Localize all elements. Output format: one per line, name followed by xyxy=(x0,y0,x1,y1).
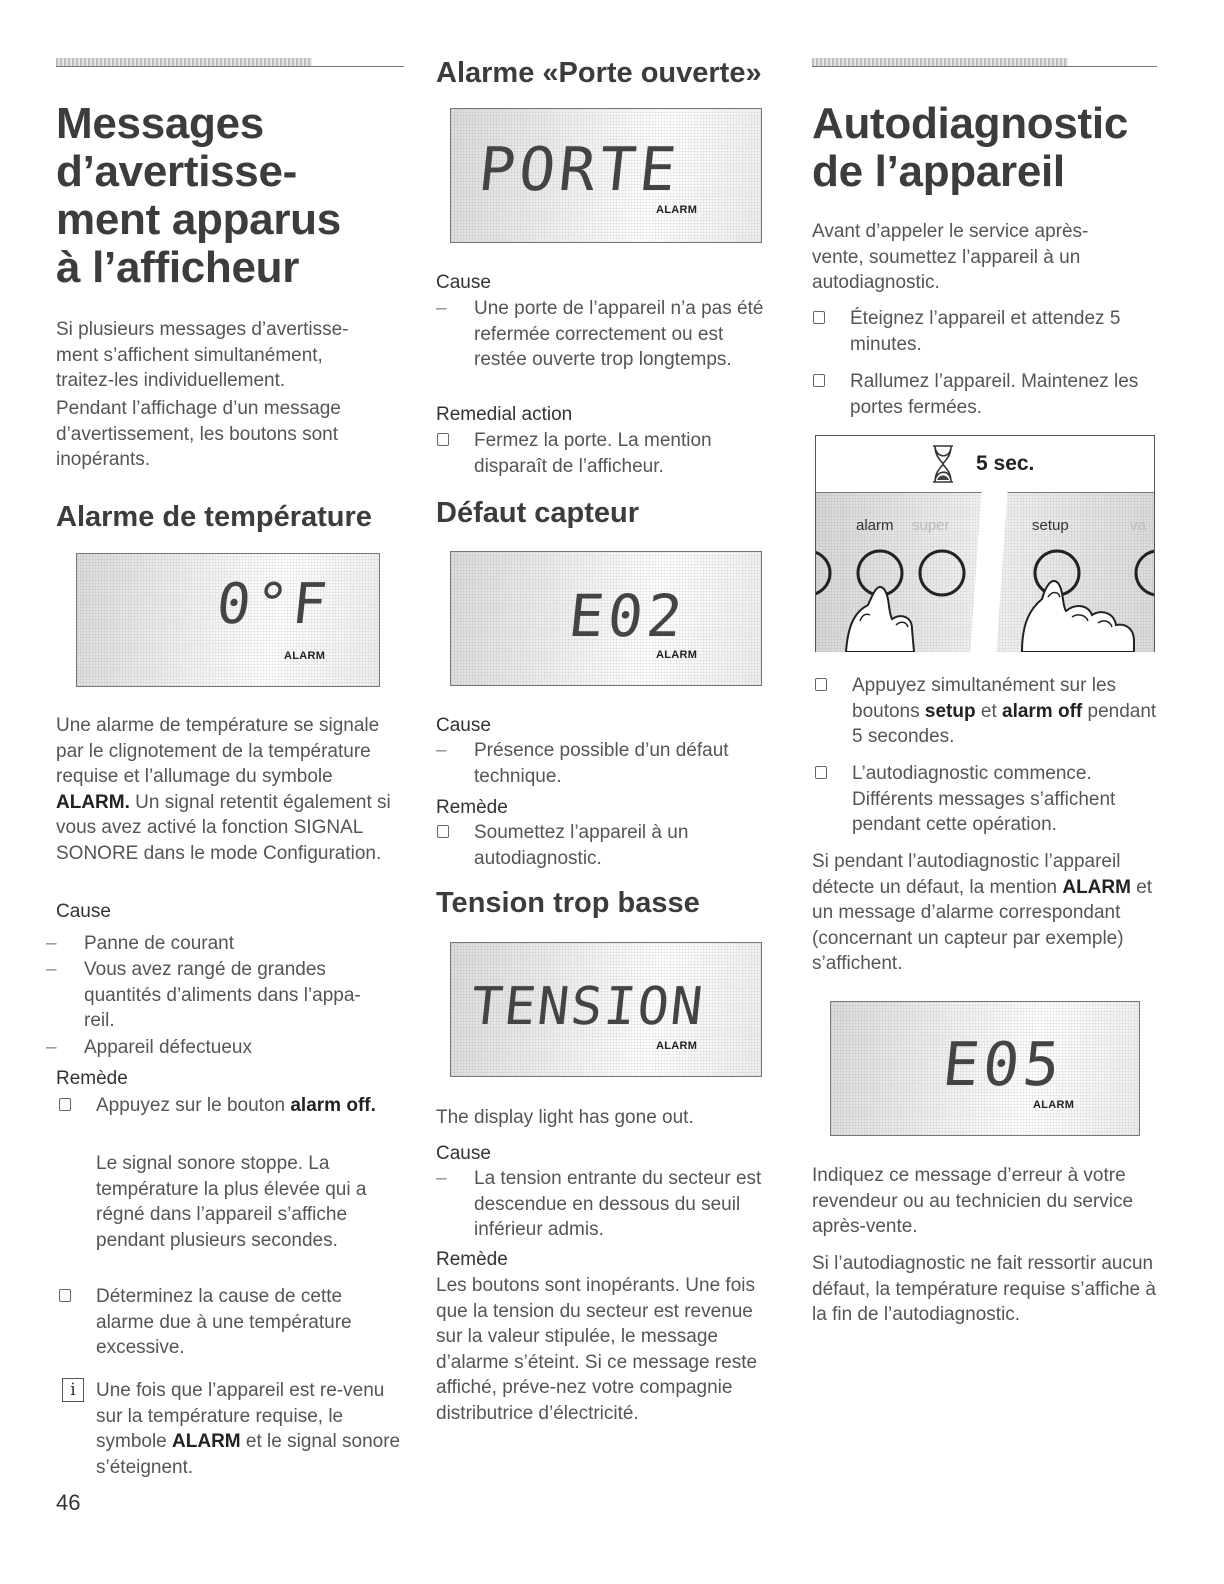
section-title-door-alarm: Alarme «Porte ouverte» xyxy=(436,57,762,89)
lcd-display-self-diagnosis xyxy=(830,1001,1140,1136)
cause-item: – Panne de courant xyxy=(46,933,235,954)
self-diagnosis-ok-paragraph: Si l’autodiagnostic ne fait ressortir aucun défaut, la température requise s’affiche à la fin de l’autodiagnostic. xyxy=(812,1253,1156,1325)
cause-item: – Présence possible d’un défaut technique. xyxy=(436,740,729,787)
hourglass-icon xyxy=(932,444,954,484)
checkbox-bullet-icon xyxy=(813,374,825,387)
column1-header-rule xyxy=(56,58,404,67)
cause-item: – Appareil défectueux xyxy=(46,1037,252,1058)
button-label-setup: setup xyxy=(1032,517,1069,534)
remedy-step-detail: Le signal sonore stoppe. La température la plus élevée qui a régné dans l’appareil s’affiche pendant plusieurs secondes. xyxy=(96,1153,367,1251)
remedy-step: Fermez la porte. La mention disparaît de l’afficheur. xyxy=(474,428,764,479)
title-line: de l’appareil xyxy=(812,147,1065,196)
checkbox-bullet-icon xyxy=(815,678,827,691)
lcd-display-temperature-alarm xyxy=(76,553,380,687)
remedy-step: Appuyez sur le bouton alarm off. xyxy=(96,1093,386,1119)
cause-item: – La tension entrante du secteur est descendue en dessous du seuil inférieur admis. xyxy=(436,1168,762,1240)
lcd-display-text: 0°F xyxy=(213,572,334,637)
remedy-label: Remède xyxy=(436,797,508,818)
page-title-warning-messages xyxy=(56,100,406,292)
temperature-alarm-description: Une alarme de température se signale par le clignotement de la température requise et l’allumage du symbole ALARM. Un signal retentit également si vous avez activé la fonction SIGNAL SONORE dans le mode Configuration. xyxy=(56,715,391,864)
lcd-display-sensor-fault xyxy=(450,551,762,686)
info-icon: i xyxy=(62,1378,84,1402)
lcd-alarm-indicator: ALARM xyxy=(656,204,698,216)
lcd-alarm-indicator: ALARM xyxy=(284,650,326,662)
title-line: à l’afficheur xyxy=(56,243,300,292)
page-title-self-diagnosis xyxy=(812,100,1167,196)
checkbox-bullet-icon xyxy=(437,825,449,838)
lcd-display-text: TENSION xyxy=(467,977,708,1037)
button-press-illustration xyxy=(815,435,1155,652)
lcd-alarm-indicator: ALARM xyxy=(656,649,698,661)
remedy-step: Déterminez la cause de cette alarme due à une température excessive. xyxy=(96,1284,386,1361)
self-diagnosis-intro: Avant d’appeler le service après-vente, soumettez l’appareil à un autodiagnostic. xyxy=(812,221,1089,293)
cause-item: – Vous avez rangé de grandes quantités d’aliments dans l’appa-reil. xyxy=(46,959,361,1031)
info-note: Une fois que l’appareil est re-venu sur la température requise, le symbole ALARM et le signal sonore s’éteignent. xyxy=(96,1380,401,1478)
page-number: 46 xyxy=(56,1490,81,1515)
instruction-step: Éteignez l’appareil et attendez 5 minutes. xyxy=(850,306,1155,357)
cause-label: Cause xyxy=(436,715,491,736)
lcd-display-low-voltage xyxy=(450,942,762,1077)
lcd-display-text: PORTE xyxy=(475,135,684,205)
self-diagnosis-fault-paragraph: Si pendant l’autodiagnostic l’appareil détecte un défaut, la mention ALARM et un message d’alarme correspondant (concernant un capteur par exemple) s’affichent. xyxy=(812,851,1153,974)
instruction-step: Appuyez simultanément sur les boutons setup et alarm off pendant 5 secondes. xyxy=(852,673,1157,750)
lcd-display-door-alarm xyxy=(450,108,762,243)
instruction-step: L’autodiagnostic commence. Différents messages s’affichent pendant cette opération. xyxy=(852,761,1157,838)
remedy-label: Remède xyxy=(56,1068,128,1089)
checkbox-bullet-icon xyxy=(813,311,825,324)
title-line: Autodiagnostic xyxy=(812,99,1129,148)
checkbox-bullet-icon xyxy=(437,433,449,446)
timer-label: 5 sec. xyxy=(976,452,1035,475)
low-voltage-remedy: Les boutons sont inopérants. Une fois que la tension du secteur est revenue sur la valeur stipulée, le message d’alarme s’éteint. Si ce message reste affiché, préve-nez votre compagnie distributrice d’électricité. xyxy=(436,1275,758,1424)
lcd-alarm-indicator: ALARM xyxy=(1033,1099,1075,1111)
cause-item: – Une porte de l’appareil n’a pas été refermée correctement ou est restée ouverte trop longtemps. xyxy=(436,298,764,370)
title-line: ment apparus xyxy=(56,195,341,244)
self-diagnosis-report-paragraph: Indiquez ce message d’erreur à votre revendeur ou au technicien du service après-vente. xyxy=(812,1165,1134,1237)
instruction-step: Rallumez l’appareil. Maintenez les portes fermées. xyxy=(850,369,1155,420)
intro-paragraph: Pendant l’affichage d’un message d’avertissement, les boutons sont inopérants. xyxy=(56,398,341,470)
remedy-step: Soumettez l’appareil à un autodiagnostic. xyxy=(474,820,764,871)
lcd-display-text: E05 xyxy=(939,1030,1068,1100)
remedy-label: Remedial action xyxy=(436,404,573,425)
lcd-alarm-indicator: ALARM xyxy=(656,1040,698,1052)
title-line: d’avertisse- xyxy=(56,147,297,196)
low-voltage-note: The display light has gone out. xyxy=(436,1107,694,1128)
cause-label: Cause xyxy=(56,901,111,922)
cause-label: Cause xyxy=(436,1143,491,1164)
checkbox-bullet-icon xyxy=(59,1289,71,1302)
button-label-alarm: alarm xyxy=(856,517,894,534)
section-title-sensor-fault: Défaut capteur xyxy=(436,497,640,529)
button-label-va: va xyxy=(1130,517,1146,534)
intro-paragraph: Si plusieurs messages d’avertisse-ment s’affichent simultanément, traitez-les individuellement. xyxy=(56,319,349,391)
section-title-temperature-alarm: Alarme de température xyxy=(56,501,372,533)
column3-header-rule xyxy=(812,58,1157,67)
button-label-super: super xyxy=(912,517,950,534)
title-line: Messages xyxy=(56,99,264,148)
remedy-label: Remède xyxy=(436,1249,508,1270)
cause-label: Cause xyxy=(436,272,491,293)
checkbox-bullet-icon xyxy=(815,766,827,779)
checkbox-bullet-icon xyxy=(59,1098,71,1111)
lcd-display-text: E02 xyxy=(565,582,690,650)
section-title-low-voltage: Tension trop basse xyxy=(436,887,700,919)
